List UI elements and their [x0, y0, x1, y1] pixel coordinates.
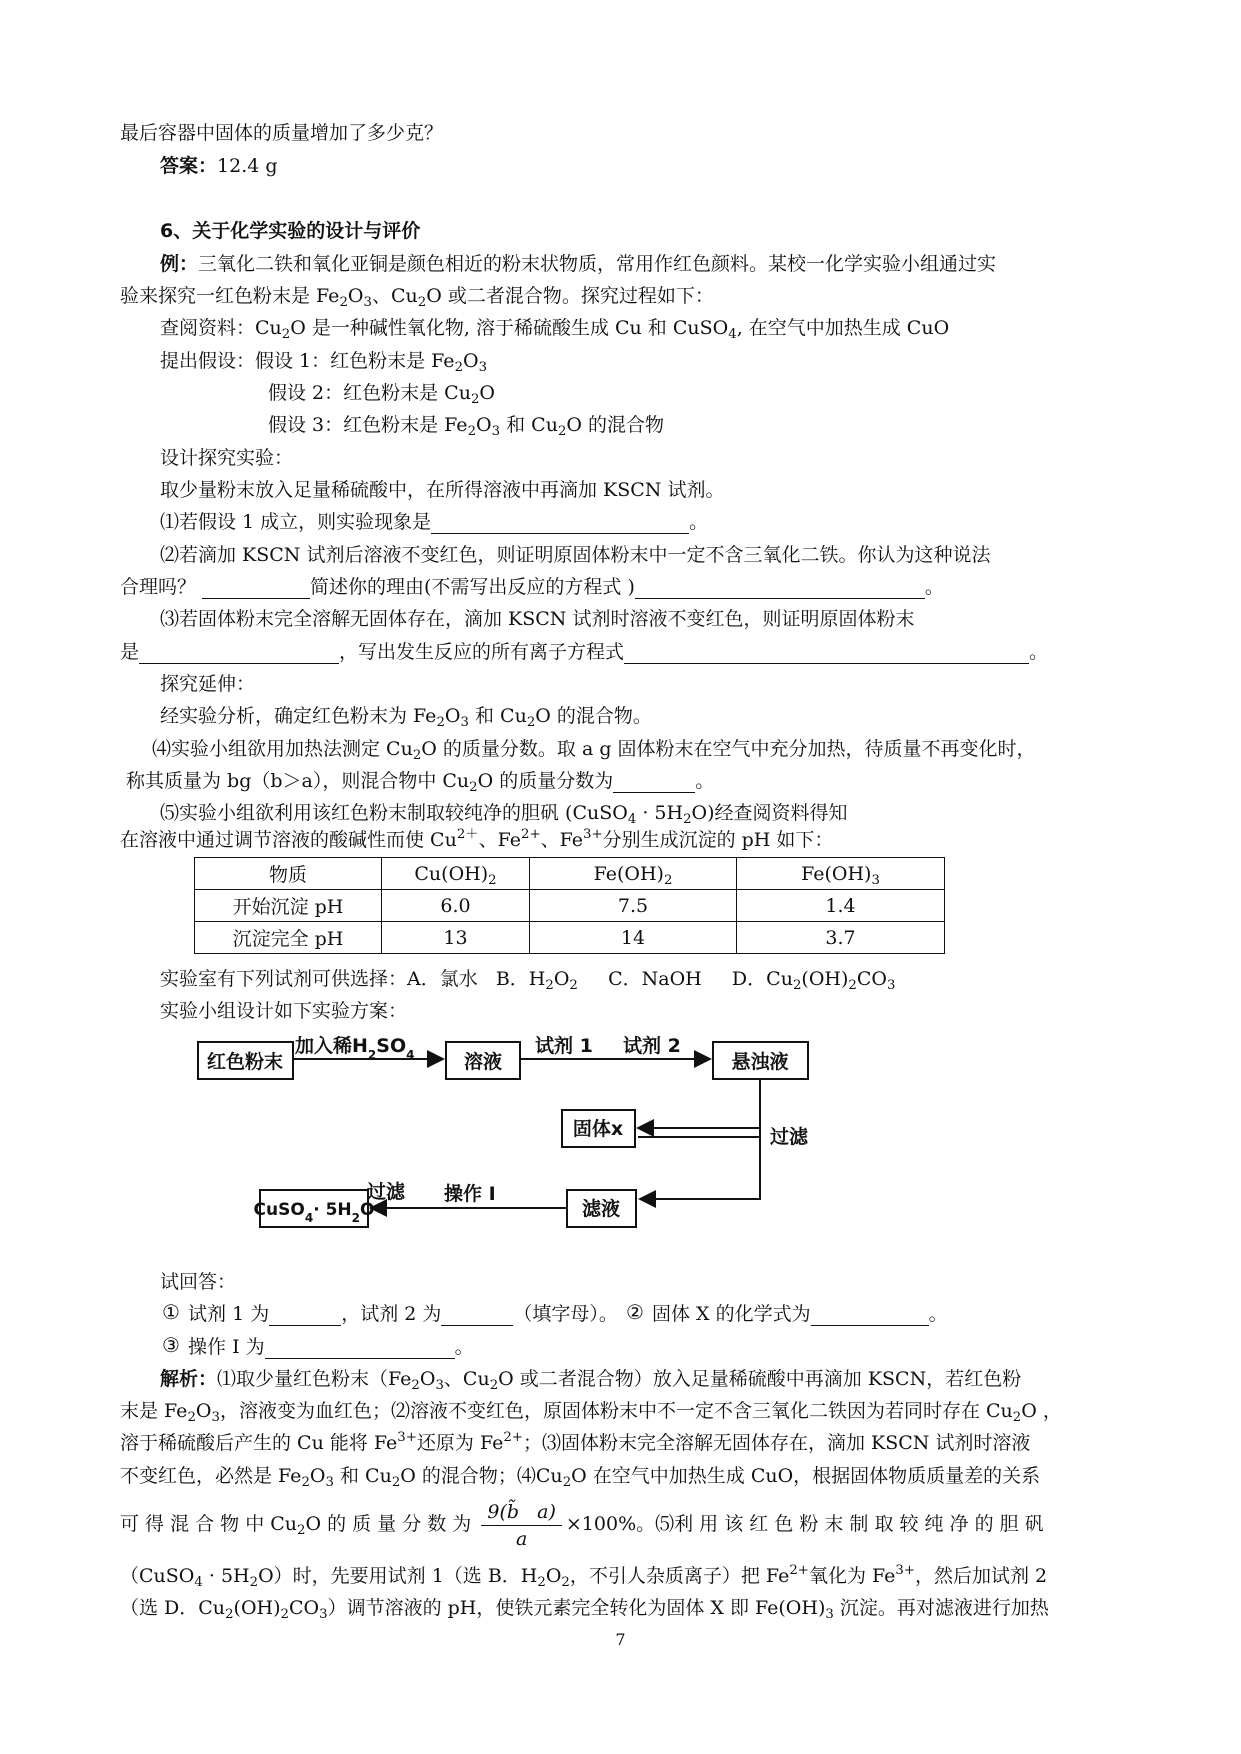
a2-end: 。	[928, 1303, 948, 1325]
question-3-line-1: ⑶若固体粉末完全溶解无固体存在，滴加 KSCN 试剂时溶液不变红色，则证明原固体粉末	[160, 608, 915, 630]
question-4-line-2	[126, 767, 714, 795]
solid-x-formula-blank[interactable]	[811, 1303, 929, 1326]
solution-line-6: （CuSO$_4$ · $5H_2O$）时，先要用试剂 1（选 B．$H_2O_2$，不引人杂质离子）把 $Fe^{2+}$氧化为 $Fe^{3+}$，然后加试剂 2	[120, 1563, 1048, 1590]
q3-powder-blank[interactable]	[139, 641, 339, 664]
question-2-line-2	[120, 573, 944, 601]
q1-end: 。	[689, 511, 709, 533]
extend-heading: 探究延伸：	[160, 673, 256, 695]
table-header-row	[195, 858, 945, 890]
scheme-heading: 实验小组设计如下实验方案：	[160, 1000, 408, 1022]
flow-suspension: 悬浊液	[731, 1051, 789, 1073]
hypothesis-2: 假设 2：红色粉末是 $Cu_2O$	[268, 382, 495, 407]
flow-filter-2: 过滤	[367, 1181, 406, 1203]
q2-reasonable-blank[interactable]	[202, 576, 310, 599]
analysis-line: 经实验分析，确定红色粉末为 $Fe_2O_3$ 和 $Cu_2O$ 的混合物。	[160, 705, 652, 730]
solution-text-5b: ×100%。⑸利 用 该 红 色 粉 末 制 取 较 纯 净 的 胆 矾	[565, 1513, 1044, 1535]
reagent-2-blank[interactable]	[441, 1303, 513, 1326]
a3-end: 。	[454, 1336, 474, 1358]
solution-line-1	[160, 1365, 1021, 1393]
table-header-cell: $Fe(OH)_3$	[737, 858, 945, 890]
question-5-line-2: 在溶液中通过调节溶液的酸碱性而使 $Cu^{2+}$、$Fe^{2+}$、$Fe^{3+}$分别生成沉淀的 pH 如下：	[120, 827, 834, 851]
a1-mid2: （填字母）。	[513, 1303, 618, 1325]
q2-end: 。	[924, 576, 944, 598]
q3-text-c: ，写出发生反应的所有离子方程式	[339, 641, 625, 663]
flow-product: CuSO$_4$· $5H_2O$	[253, 1200, 375, 1225]
q2-reason-blank[interactable]	[635, 576, 925, 599]
table-cell: 开始沉淀 pH	[195, 890, 382, 922]
table-cell: 1.4	[737, 890, 945, 922]
question-3-line-2	[120, 638, 1048, 666]
table-header-cell: $Cu(OH)_2$	[382, 858, 530, 890]
flow-red-powder: 红色粉末	[206, 1051, 284, 1073]
answer-prompt-3	[160, 1333, 474, 1361]
circled-number: ①	[162, 1300, 180, 1324]
circled-number: ②	[625, 1300, 644, 1324]
experiment-flowchart	[190, 1025, 830, 1235]
formula-denominator: a	[515, 1527, 528, 1550]
a1-text: 试剂 1 为	[188, 1303, 270, 1325]
solution-line-3: 溶于稀硫酸后产生的 Cu 能将 $Fe^{3+}$还原为 $Fe^{2+}$；⑶固体粉末完全溶解无固体存在，滴加 KSCN 试剂时溶液	[120, 1430, 1031, 1454]
answer-value: 12.4 g	[217, 155, 278, 177]
table-row	[195, 922, 945, 954]
table-row	[195, 890, 945, 922]
reagent-1-blank[interactable]	[269, 1303, 341, 1326]
flow-filter-1: 过滤	[770, 1126, 809, 1148]
q1-answer-blank[interactable]	[431, 511, 689, 534]
question-5-line-1: ⑸实验小组欲利用该红色粉末制取较纯净的胆矾 (CuSO$_4$ · $5H_2O$)经查阅资料得知	[160, 802, 848, 827]
q2-text-c: 简述你的理由(不需写出反应的方程式 )	[310, 576, 635, 598]
solution-line-4: 不变红色，必然是 $Fe_2O_3$ 和 $Cu_2O$ 的混合物；$⑷Cu_2O$ 在空气中加热生成 CuO，根据固体物质质量差的关系	[120, 1465, 1041, 1490]
solution-text-1: ⑴取少量红色粉末（$Fe_2O_3$、$Cu_2O$ 或二者混合物）放入足量稀硫酸中再滴加 KSCN，若红色粉	[217, 1368, 1022, 1393]
q4-end: 。	[695, 770, 715, 792]
question-1	[160, 508, 708, 536]
design-heading: 设计探究实验：	[160, 447, 294, 469]
q3-equation-blank[interactable]	[624, 641, 1029, 664]
answer-label: 答案：	[160, 155, 218, 177]
example-line-1	[160, 250, 996, 278]
q4-text-b: 称其质量为 bg（b＞a），则混合物中 $Cu_2O$ 的质量分数为	[126, 770, 614, 795]
table-cell: 13	[382, 922, 530, 954]
question-2-line-1: ⑵若滴加 KSCN 试剂后溶液不变红色，则证明原固体粉末中一定不含三氧化二铁。你认为这种说法	[160, 544, 991, 566]
circled-number: ③	[162, 1333, 180, 1357]
hypothesis-1: 提出假设：假设 1：红色粉末是 $Fe_2O_3$	[160, 350, 488, 375]
table-cell: 3.7	[737, 922, 945, 954]
formula-numerator: 9(b̃ a)	[481, 1499, 562, 1526]
flow-add-acid: 加入稀$H_2SO_4$	[295, 1035, 415, 1062]
example-line-2: 验来探究一红色粉末是 $Fe_2O_3$、$Cu_2O$ 或二者混合物。探究过程如下：	[120, 285, 714, 310]
table-header-cell: 物质	[195, 858, 382, 890]
a3-text: 操作 I 为	[188, 1336, 265, 1358]
section-title: 6、关于化学实验的设计与评价	[160, 220, 421, 242]
table-header-cell: $Fe(OH)_2$	[530, 858, 737, 890]
flow-solution: 溶液	[463, 1051, 503, 1073]
a2-text: 固体 X 的化学式为	[652, 1303, 811, 1325]
a1-mid: ，试剂 2 为	[341, 1303, 442, 1325]
q2-text-b: 合理吗？	[120, 576, 197, 598]
procedure-line: 取少量粉末放入足量稀硫酸中，在所得溶液中再滴加 KSCN 试剂。	[160, 479, 725, 501]
operation-blank[interactable]	[265, 1336, 455, 1359]
flow-filtrate: 滤液	[581, 1198, 621, 1220]
flow-operation: 操作 I	[444, 1183, 496, 1205]
q3-end: 。	[1029, 641, 1049, 663]
answer-prompt-1	[160, 1300, 948, 1328]
try-answer-heading: 试回答：	[160, 1271, 237, 1293]
precipitation-ph-table	[194, 857, 945, 954]
flow-solid-x: 固体x	[572, 1118, 624, 1140]
lookup-line: 查阅资料：$Cu_2O$ 是一种碱性氧化物, 溶于稀硫酸生成 Cu 和 CuSO$_4$, 在空气中加热生成 CuO	[160, 317, 950, 342]
flow-reagent-2: 试剂 2	[623, 1035, 681, 1057]
flow-reagent-1: 试剂 1	[535, 1035, 593, 1057]
question-4-line-1: ⑷实验小组欲用加热法测定 $Cu_2O$ 的质量分数。取 a g 固体粉末在空气中充分加热，待质量不再变化时，	[152, 738, 1036, 763]
solution-label: 解析：	[160, 1368, 218, 1390]
example-label: 例：	[160, 253, 199, 275]
reagents-line: 实验室有下列试剂可供选择：A．氯水 B．$H_2O_2$ C．NaOH D．$Cu_2(OH)_2CO_3$	[160, 968, 896, 993]
mass-fraction-formula	[481, 1499, 562, 1552]
example-text-a: 三氧化二铁和氧化亚铜是颜色相近的粉末状物质，常用作红色颜料。某校一化学实验小组通过实	[198, 253, 997, 275]
solution-text-5a: 可 得 混 合 物 中 $Cu_2O$ 的 质 量 分 数 为	[120, 1513, 472, 1538]
q4-answer-blank[interactable]	[613, 770, 695, 793]
solution-line-5	[120, 1494, 1044, 1554]
q1-text: ⑴若假设 1 成立，则实验现象是	[160, 511, 432, 533]
hypothesis-3: 假设 3：红色粉末是 $Fe_2O_3$ 和 $Cu_2O$ 的混合物	[268, 414, 665, 439]
question-tail: 最后容器中固体的质量增加了多少克？	[120, 122, 444, 144]
table-cell: 沉淀完全 pH	[195, 922, 382, 954]
solution-line-2: 末是 $Fe_2O_3$，溶液变为血红色；⑵溶液不变红色，原固体粉末中不一定不含三氧化二铁因为若同时存在 $Cu_2O$ ，	[120, 1400, 1062, 1425]
table-cell: 7.5	[530, 890, 737, 922]
q3-text-b: 是	[120, 641, 140, 663]
table-cell: 6.0	[382, 890, 530, 922]
arrow-filter-to-filtrate	[640, 1079, 760, 1199]
answer-line	[160, 152, 278, 180]
table-cell: 14	[530, 922, 737, 954]
solution-line-7: （选 D．$Cu_2(OH)_2CO_3$）调节溶液的 pH，使铁元素完全转化为固体 X 即 $Fe(OH)_3$ 沉淀。再对滤液进行加热	[120, 1597, 1049, 1622]
page-number: 7	[615, 1630, 626, 1649]
